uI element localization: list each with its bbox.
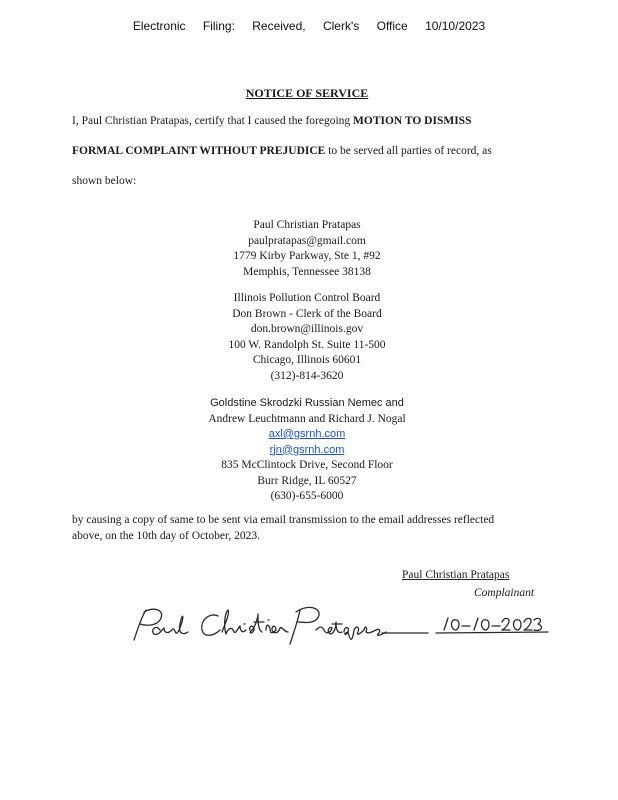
recipient-line: Chicago, Illinois 60601 bbox=[252, 354, 362, 366]
document-title: NOTICE OF SERVICE bbox=[245, 86, 369, 100]
recipient-law-firm bbox=[0, 396, 614, 505]
recipient-line: 1779 Kirby Parkway, Ste 1, #92 bbox=[233, 250, 381, 262]
attorney-names: Andrew Leuchtmann and Richard J. Nogal bbox=[208, 412, 406, 425]
header-word: Received, bbox=[252, 19, 306, 33]
intro-text: I, Paul Christian Pratapas, certify that I caused the foregoing bbox=[72, 115, 354, 127]
header-word: Office bbox=[376, 19, 408, 33]
recipient-line: don.brown@illinois.gov bbox=[250, 323, 364, 335]
recipient-line: (312)-814-3620 bbox=[270, 369, 344, 382]
recipient-line: paulpratapas@gmail.com bbox=[248, 234, 366, 247]
recipient-line: Don Brown - Clerk of the Board bbox=[232, 307, 382, 320]
intro-line-2 bbox=[72, 145, 492, 157]
intro-text: to be served all parties of record, as bbox=[325, 145, 492, 157]
motion-title-part-2: FORMAL COMPLAINT WITHOUT PREJUDICE bbox=[72, 145, 326, 157]
motion-title-part-1: MOTION TO DISMISS bbox=[353, 115, 472, 127]
intro-line-1 bbox=[72, 115, 471, 127]
recipient-line: Memphis, Tennessee 38138 bbox=[243, 265, 371, 278]
header-word: Filing: bbox=[202, 19, 235, 33]
recipient-line: 100 W. Randolph St. Suite 11-500 bbox=[228, 338, 386, 351]
closing-line: above, on the 10th day of October, 2023. bbox=[72, 530, 260, 542]
intro-line-3: shown below: bbox=[72, 175, 137, 187]
email-link[interactable]: rjn@gsrnh.com bbox=[269, 443, 345, 456]
signer-name: Paul Christian Pratapas bbox=[402, 569, 510, 581]
recipient-line: (630)-655-6000 bbox=[270, 490, 344, 502]
recipient-line: Paul Christian Pratapas bbox=[253, 219, 361, 231]
recipient-complainant bbox=[0, 218, 614, 280]
email-link[interactable]: axl@gsrnh.com bbox=[268, 428, 346, 440]
signer-role: Complainant bbox=[474, 587, 535, 599]
closing-line: by causing a copy of same to be sent via email transmission to the email addresses reflected bbox=[72, 514, 495, 526]
header-word: Electronic bbox=[132, 19, 186, 33]
recipient-line: Burr Ridge, IL 60527 bbox=[257, 474, 357, 487]
recipient-line: Illinois Pollution Control Board bbox=[233, 292, 381, 304]
header-date: 10/10/2023 bbox=[425, 19, 486, 33]
header-word: Clerk's bbox=[322, 19, 360, 33]
filing-stamp-header bbox=[0, 19, 618, 33]
closing-paragraph bbox=[72, 512, 542, 544]
recipient-pollution-board bbox=[0, 291, 614, 384]
firm-name: Goldstine Skrodzki Russian Nemec and bbox=[210, 397, 404, 409]
handwritten-signature bbox=[120, 600, 560, 650]
recipient-line: 835 McClintock Drive, Second Floor bbox=[221, 459, 393, 471]
